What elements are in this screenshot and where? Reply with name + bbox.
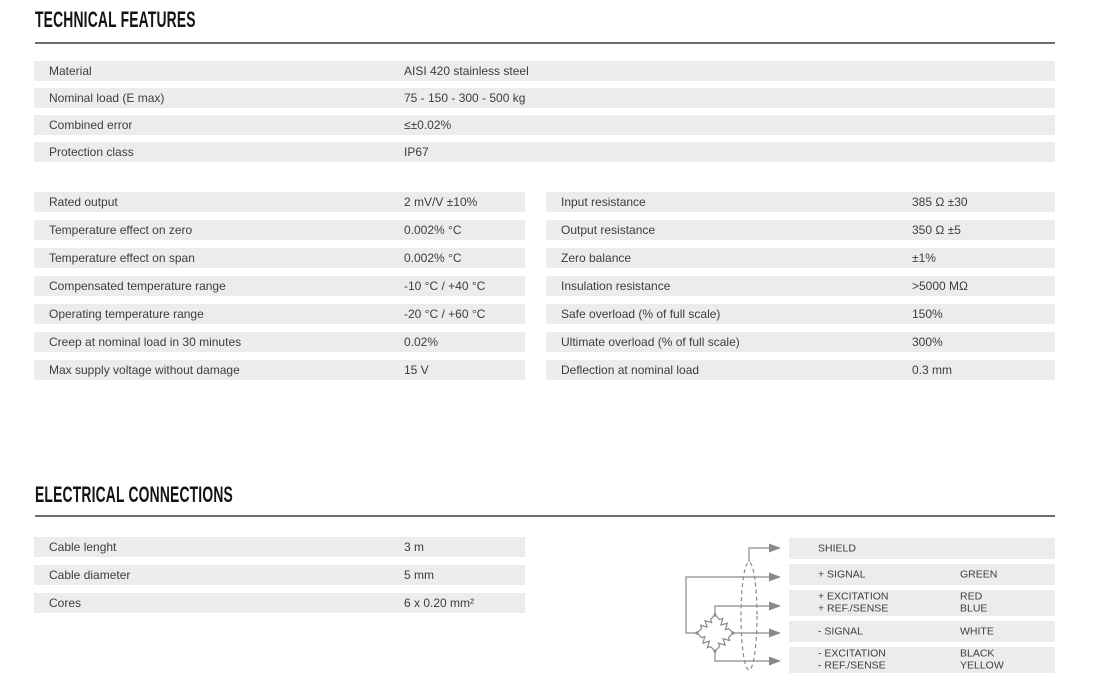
table-row [34,593,525,613]
table-row [546,248,1055,268]
arrow-icon [769,657,781,666]
section-title-electrical-connections: ELECTRICAL CONNECTIONS [35,482,233,507]
bridge-node [695,631,698,634]
connection-wire-color: RED BLUE [960,590,988,614]
table-row [34,61,1055,81]
spec-label: Zero balance [561,251,632,265]
table-row [34,304,525,324]
spec-label: Creep at nominal load in 30 minutes [49,335,242,349]
cable-shield-ellipse [741,562,757,670]
connection-signal: SHIELD [818,541,856,554]
spec-value: -20 °C / +60 °C [404,307,486,321]
spec-value: 150% [912,307,943,321]
table-row [546,276,1055,296]
connection-signal: + SIGNAL [818,567,866,580]
table-row [546,332,1055,352]
arrow-icon [769,629,781,638]
wire-pos-excitation [715,606,769,615]
spec-label: Operating temperature range [49,307,204,321]
spec-label: Compensated temperature range [49,279,226,293]
spec-value: ≤±0.02% [404,118,452,132]
spec-value: 2 mV/V ±10% [404,195,478,209]
arrow-icon [769,573,781,582]
spec-label: Nominal load (E max) [49,91,165,105]
table-row [34,88,1055,108]
table-row [34,276,525,296]
section-divider [35,42,1055,44]
table-row [34,332,525,352]
spec-value: 300% [912,335,943,349]
spec-value: 350 Ω ±5 [912,223,961,237]
section-divider [35,515,1055,517]
table-row [546,360,1055,380]
spec-value: 15 V [404,363,429,377]
table-row [34,360,525,380]
table-row [546,192,1055,212]
wiring-diagram [660,535,795,680]
connection-row [789,647,1055,673]
wire-neg-excitation [715,651,769,661]
table-row [34,115,1055,135]
spec-value: 385 Ω ±30 [912,195,968,209]
spec-value: 0.3 mm [912,363,953,377]
spec-label: Safe overload (% of full scale) [561,307,721,321]
spec-value: 75 - 150 - 300 - 500 kg [404,91,526,105]
table-row [34,220,525,240]
connection-row [789,538,1055,559]
table-row [34,537,525,557]
spec-label: Temperature effect on span [49,251,195,265]
spec-label: Protection class [49,145,134,159]
connection-signal: - SIGNAL [818,624,863,637]
spec-label: Max supply voltage without damage [49,363,240,377]
spec-label: Rated output [49,195,118,209]
connection-signal: - EXCITATION - REF./SENSE [818,647,886,671]
wire-shield [749,548,769,562]
spec-label: Cable diameter [49,568,131,582]
arrow-icon [769,602,781,611]
bridge-node [713,613,716,616]
spec-value: 0.002% °C [404,251,462,265]
table-row [34,248,525,268]
spec-value: 0.02% [404,335,439,349]
bridge-node [731,631,734,634]
table-row [34,192,525,212]
arrow-icon [769,544,781,553]
spec-value: 5 mm [404,568,434,582]
spec-value: 0.002% °C [404,223,462,237]
spec-label: Ultimate overload (% of full scale) [561,335,740,349]
spec-label: Insulation resistance [561,279,671,293]
connection-row [789,564,1055,585]
spec-label: Temperature effect on zero [49,223,193,237]
spec-value: AISI 420 stainless steel [404,64,529,78]
spec-label: Cores [49,596,82,610]
connection-wire-color: GREEN [960,567,998,580]
table-row [546,220,1055,240]
spec-label: Cable lenght [49,540,117,554]
spec-label: Output resistance [561,223,656,237]
spec-label: Material [49,64,92,78]
connection-signal: + EXCITATION + REF./SENSE [818,590,889,614]
spec-label: Deflection at nominal load [561,363,700,377]
spec-value: 3 m [404,540,425,554]
spec-value: >5000 MΩ [912,279,969,293]
connection-wire-color: WHITE [960,624,994,637]
table-row [34,565,525,585]
spec-value: -10 °C / +40 °C [404,279,486,293]
spec-value: IP67 [404,145,429,159]
bridge-node [713,649,716,652]
spec-value: ±1% [912,251,936,265]
table-row [546,304,1055,324]
connection-row [789,621,1055,642]
section-title-technical-features: TECHNICAL FEATURES [35,7,196,32]
spec-value: 6 x 0.20 mm² [404,596,475,610]
spec-label: Combined error [49,118,133,132]
connection-row [789,590,1055,616]
wheatstone-bridge [695,613,735,653]
table-row [34,142,1055,162]
spec-label: Input resistance [561,195,646,209]
connection-wire-color: BLACK YELLOW [960,647,1004,671]
